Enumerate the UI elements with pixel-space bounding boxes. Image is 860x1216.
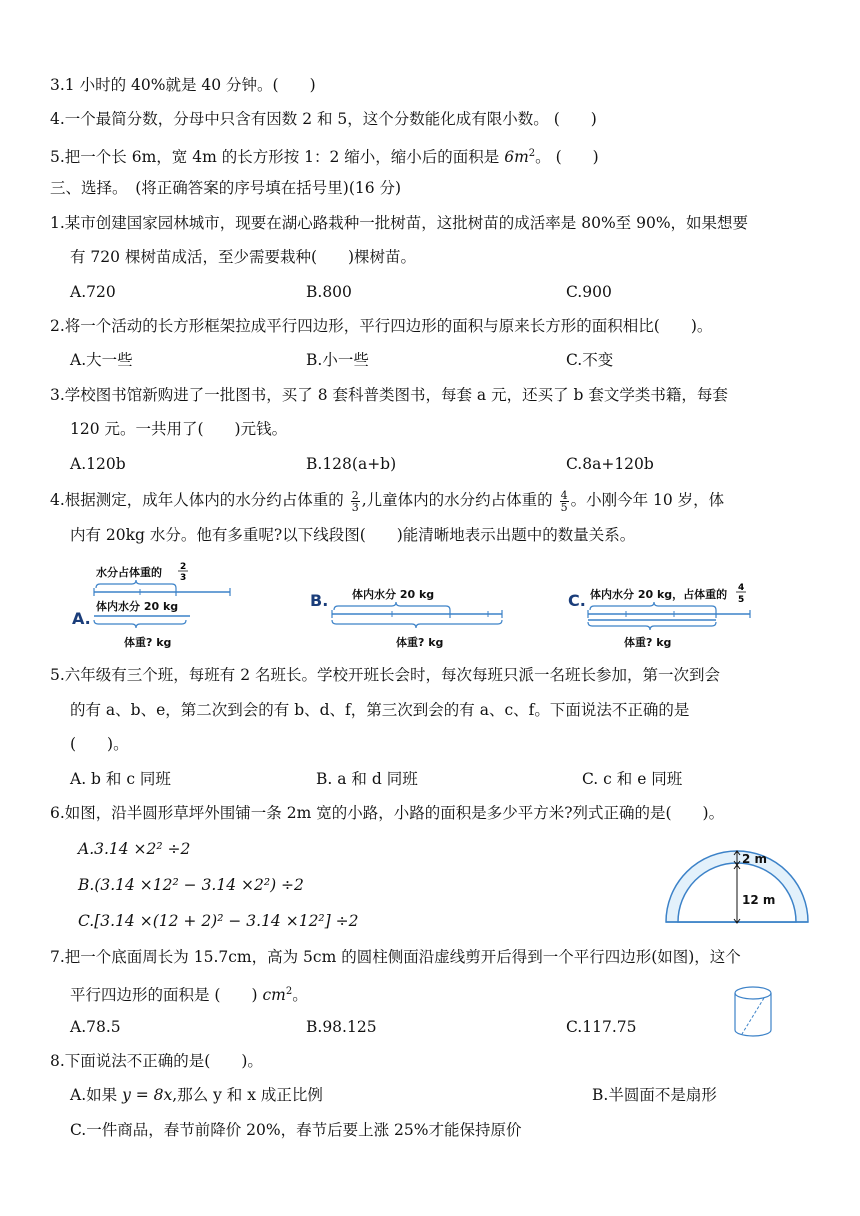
q5-option-a: A. b 和 c 同班: [70, 770, 171, 788]
q8-a-pre: A.如果: [70, 1086, 123, 1104]
q7-line2: [70, 981, 308, 1006]
q4-a-mid: 体内水分 20 kg: [96, 600, 179, 613]
q6-fig-12m-label: 12 m: [742, 893, 776, 907]
q1-option-b: B.800: [306, 283, 352, 301]
q6-option-c: C.[3.14 ×(12 + 2)² − 3.14 ×12²] ÷2: [78, 912, 359, 930]
q7-cylinder-figure: [730, 984, 776, 1040]
q5-line3: ( )。: [70, 735, 129, 753]
q4-b-top: 体内水分 20 kg: [352, 588, 435, 601]
q4-c-top: 体内水分 20 kg，占体重的: [590, 588, 728, 601]
q7-option-c: C.117.75: [566, 1018, 637, 1036]
q7-line2-post: 。: [292, 986, 308, 1005]
q4-f2-num: 4: [560, 488, 568, 502]
q1-line1: 1.某市创建国家园林城市，现要在湖心路栽种一批树苗，这批树苗的成活率是 80%至 90%，如果想要: [50, 214, 749, 232]
q4-text-a: 4.根据测定，成年人体内的水分约占体重的: [50, 491, 349, 509]
judge-q5-sup: 2: [528, 148, 536, 159]
q4-diagram-c: [566, 560, 756, 654]
q4-a-bot: 体重? kg: [124, 636, 172, 649]
q2-option-c: C.不变: [566, 351, 614, 369]
q8-option-b: B.半圆面不是扇形: [592, 1086, 717, 1104]
q6-option-a: A.3.14 ×2² ÷2: [78, 840, 191, 858]
q5-line1: 5.六年级有三个班，每班有 2 名班长。学校开班长会时，每次每班只派一名班长参加，第一次到会: [50, 666, 721, 684]
q5-option-b: B. a 和 d 同班: [316, 770, 418, 788]
q4-f2-den: 5: [560, 500, 568, 514]
q3-option-c: C.8a+120b: [566, 455, 654, 473]
q4-a-frac-num: 2: [180, 562, 187, 572]
q4-line1: [50, 489, 724, 513]
q4-f1-den: 3: [351, 500, 359, 514]
q6-semicircle-figure: [660, 838, 814, 928]
q4-a-label: A.: [72, 609, 91, 628]
q4-fraction-1: [351, 490, 360, 513]
q4-c-label: C.: [568, 591, 586, 610]
q4-c-frac-num: 4: [738, 583, 745, 593]
q3-option-b: B.128(a+b): [306, 455, 397, 473]
q4-f1-num: 2: [351, 488, 359, 502]
q8-a-post: ,那么 y 和 x 成正比例: [172, 1086, 323, 1104]
judge-q5: [50, 143, 599, 168]
judge-q5-text: 5.把一个长 6m，宽 4m 的长方形按 1：2 缩小，缩小后的面积是: [50, 148, 505, 167]
q7-option-b: B.98.125: [306, 1018, 377, 1036]
q4-diagram-a: [70, 560, 240, 654]
judge-q5-post: 。 ( ): [535, 148, 599, 167]
q4-line2: 内有 20kg 水分。他有多重呢?以下线段图( )能清晰地表示出题中的数量关系。: [70, 526, 636, 544]
q5-option-c: C. c 和 e 同班: [582, 770, 683, 788]
q7-option-a: A.78.5: [70, 1018, 121, 1036]
q6-fig-2m-label: 2 m: [742, 852, 768, 866]
q3-option-a: A.120b: [70, 455, 126, 473]
q8-line1: 8.下面说法不正确的是( )。: [50, 1052, 263, 1070]
q8-option-c: C.一件商品，春节前降价 20%，春节后要上涨 25%才能保持原价: [70, 1121, 522, 1139]
q3-line2: 120 元。一共用了( )元钱。: [70, 420, 288, 438]
q2-option-b: B.小一些: [306, 351, 369, 369]
q2-line1: 2.将一个活动的长方形框架拉成平行四边形，平行四边形的面积与原来长方形的面积相比( )。: [50, 317, 713, 335]
q7-unit: cm: [262, 986, 286, 1005]
q4-text-c: 。小刚今年 10 岁，体: [570, 491, 725, 509]
q3-line1: 3.学校图书馆新购进了一批图书，买了 8 套科普类图书，每套 a 元，还买了 b 套文学类书籍，每套: [50, 386, 728, 404]
judge-q4: 4.一个最简分数，分母中只含有因数 2 和 5，这个分数能化成有限小数。 ( ): [50, 110, 597, 128]
q5-line2: 的有 a、b、e，第二次到会的有 b、d、f，第三次到会的有 a、c、f。下面说法不正确的是: [70, 701, 690, 719]
q4-c-bot: 体重? kg: [624, 636, 672, 649]
q7-line1: 7.把一个底面周长为 15.7cm，高为 5cm 的圆柱侧面沿虚线剪开后得到一个平行四边形(如图)，这个: [50, 948, 741, 966]
q4-b-bot: 体重? kg: [396, 636, 444, 649]
q1-line2: 有 720 棵树苗成活，至少需要栽种( )棵树苗。: [70, 248, 417, 266]
q4-text-b: ,儿童体内的水分约占体重的: [361, 491, 558, 509]
q7-unit-sup: 2: [285, 986, 293, 997]
q7-line2-text: 平行四边形的面积是 ( ): [70, 986, 263, 1005]
judge-q5-math: 6m: [504, 148, 529, 167]
q1-option-c: C.900: [566, 283, 612, 301]
q4-a-frac-den: 3: [180, 573, 187, 583]
q4-b-label: B.: [310, 591, 329, 610]
q6-option-b: B.(3.14 ×12² − 3.14 ×2²) ÷2: [78, 876, 304, 894]
q1-option-a: A.720: [70, 283, 116, 301]
section-title: 三、选择。 (将正确答案的序号填在括号里)(16 分): [50, 179, 402, 197]
q4-c-frac-den: 5: [738, 595, 745, 605]
q4-a-top: 水分占体重的: [96, 566, 162, 579]
q4-fraction-2: [560, 490, 569, 513]
judge-q3: 3.1 小时的 40%就是 40 分钟。( ): [50, 76, 316, 94]
q8-a-math: y = 8x: [122, 1086, 173, 1104]
q6-line1: 6.如图，沿半圆形草坪外围铺一条 2m 宽的小路，小路的面积是多少平方米?列式正确的是( )。: [50, 804, 725, 822]
q2-option-a: A.大一些: [70, 351, 133, 369]
q8-option-a: [70, 1084, 323, 1106]
q4-diagram-b: [306, 560, 506, 654]
